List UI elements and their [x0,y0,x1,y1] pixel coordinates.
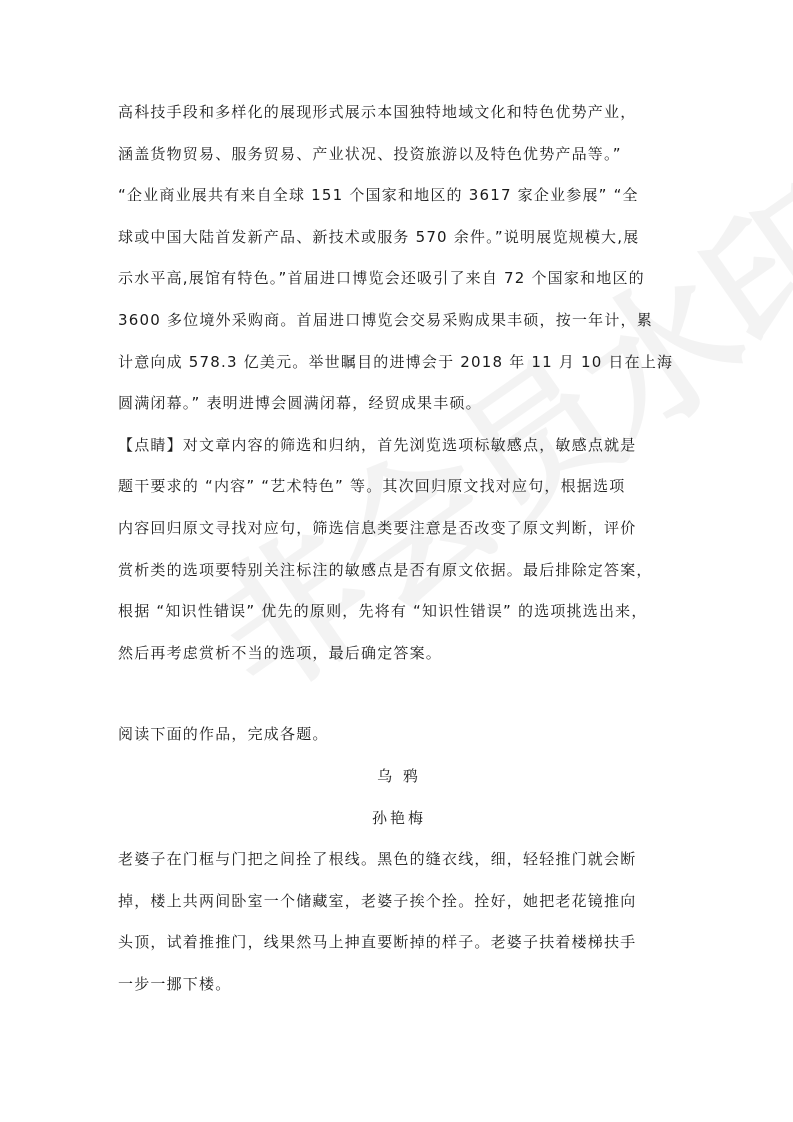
text-line: 一步一挪下楼。 [118,974,232,993]
tip-paragraph [118,425,680,675]
text-line: 头顶，试着推推门，线果然马上抻直要断掉的样子。老婆子扶着楼梯扶手 [118,933,637,952]
text-line: 球或中国大陆首发新产品、新技术或服务 570 余件。”说明展览规模大,展 [118,227,640,246]
spacer [118,674,680,714]
text-line: 题干要求的 “内容” “艺术特色” 等。其次回归原文找对应句，根据选项 [118,477,626,496]
text-line: 高科技手段和多样化的展现形式展示本国独特地域文化和特色优势产业， [118,103,637,121]
story-paragraph [118,839,680,1005]
instruction [118,714,680,756]
text-line: 根据 “知识性错误” 优先的原则，先将有 “知识性错误” 的选项挑选出来， [118,602,648,621]
text-line: 圆满闭幕。” 表明进博会圆满闭幕，经贸成果丰硕。 [118,394,482,413]
story-title: 乌 鸦 [377,766,421,785]
text-line: 赏析类的选项要特别关注标注的敏感点是否有原文依据。最后排除定答案， [118,560,653,579]
text-line: 3600 多位境外采购商。首届进口博览会交易采购成果丰硕，按一年计，累 [118,310,653,329]
text-line: 然后再考虑赏析不当的选项，最后确定答案。 [118,643,443,662]
text-line: 老婆子在门框与门把之间拴了根线。黑色的缝衣线，细，轻轻推门就会断 [118,850,637,869]
tip-text: 对文章内容的筛选和归纳，首先浏览选项标敏感点，敏感点就是 [182,435,637,454]
text-line: 计意向成 578.3 亿美元。举世瞩目的进博会于 2018 年 11 月 10 日在上海 [118,352,674,371]
text-line: “企业商业展共有来自全球 151 个国家和地区的 3617 家企业参展” “全 [118,186,639,205]
text-line: 涵盖货物贸易、服务贸易、产业状况、投资旅游以及特色优势产品等。” [118,144,622,163]
text-line: 掉，楼上共两间卧室一个储藏室，老婆子挨个拴。拴好，她把老花镜推向 [118,891,637,910]
tip-label: 【点睛】 [118,435,183,454]
text-line [118,425,680,467]
text-line: 阅读下面的作品，完成各题。 [118,725,329,744]
text-line: 示水平高,展馆有特色。”首届进口博览会还吸引了来自 72 个国家和地区的 [118,269,645,288]
document-page [118,92,680,1005]
text-line: 内容回归原文寻找对应句，筛选信息类要注意是否改变了原文判断，评价 [118,518,637,537]
story-author: 孙艳梅 [371,808,426,827]
answer-paragraph [118,92,680,425]
